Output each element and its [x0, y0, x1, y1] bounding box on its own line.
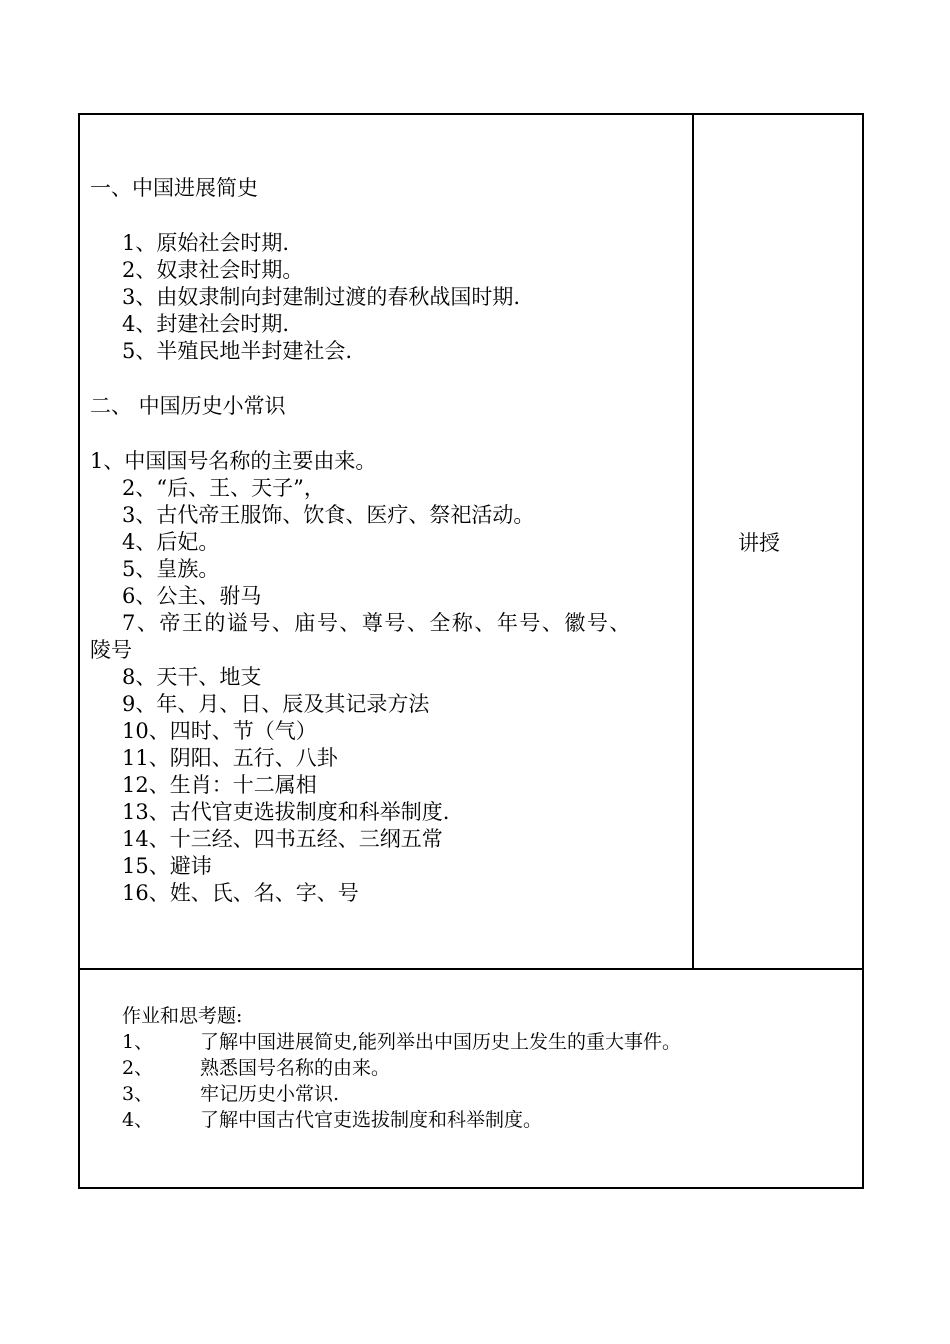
knowledge-item-continued: 陵号 — [90, 638, 132, 662]
knowledge-item: 5、皇族。 — [122, 557, 220, 581]
homework-item-text: 牢记历史小常识. — [200, 1083, 340, 1105]
knowledge-item: 16、姓、氏、名、字、号 — [122, 881, 359, 905]
knowledge-item: 2、“后、王、天子”， — [122, 476, 325, 500]
history-period-item: 4、封建社会时期. — [122, 312, 290, 336]
homework-item-text: 熟悉国号名称的由来。 — [200, 1057, 391, 1079]
knowledge-item: 3、古代帝王服饰、饮食、医疗、祭祀活动。 — [122, 503, 535, 527]
content-row — [80, 115, 862, 970]
homework-item-text: 了解中国进展简史,能列举出中国历史上发生的重大事件。 — [200, 1031, 682, 1053]
homework-item-number: 3、 — [122, 1083, 154, 1105]
history-period-item: 1、原始社会时期. — [122, 231, 290, 255]
history-period-item: 2、奴隶社会时期。 — [122, 258, 304, 282]
knowledge-item: 1、中国国号名称的主要由来。 — [90, 449, 377, 473]
teaching-content-cell — [80, 115, 694, 968]
teaching-method-cell — [694, 115, 862, 968]
knowledge-item: 12、生肖：十二属相 — [122, 773, 317, 797]
homework-item — [122, 1107, 542, 1133]
homework-item-text: 了解中国古代官吏选拔制度和科举制度。 — [200, 1109, 543, 1131]
knowledge-item: 4、后妃。 — [122, 530, 220, 554]
homework-item — [122, 1055, 390, 1081]
homework-item-number: 2、 — [122, 1057, 154, 1079]
lesson-plan-table — [78, 113, 864, 1189]
history-period-item: 3、由奴隶制向封建制过渡的春秋战国时期. — [122, 285, 521, 309]
knowledge-item: 15、避讳 — [122, 854, 212, 878]
homework-item-number: 4、 — [122, 1109, 154, 1131]
teaching-method-label: 讲授 — [738, 531, 780, 555]
section-heading-history-overview: 一、中国进展简史 — [90, 176, 258, 200]
section-heading-history-knowledge: 二、 中国历史小常识 — [90, 394, 286, 418]
knowledge-item: 11、阴阳、五行、八卦 — [122, 746, 338, 770]
knowledge-item: 9、年、月、日、辰及其记录方法 — [122, 692, 430, 716]
knowledge-item: 8、天干、地支 — [122, 665, 262, 689]
homework-item-number: 1、 — [122, 1031, 154, 1053]
knowledge-item: 7、帝王的谥号、庙号、尊号、全称、年号、徽号、 — [122, 611, 632, 635]
knowledge-item: 6、公主、驸马 — [122, 584, 262, 608]
homework-cell — [80, 970, 862, 1187]
history-period-item: 5、半殖民地半封建社会. — [122, 339, 353, 363]
knowledge-item: 10、四时、节（气） — [122, 719, 317, 743]
homework-item — [122, 1081, 339, 1107]
homework-title: 作业和思考题: — [122, 1005, 243, 1027]
knowledge-item: 13、古代官吏选拔制度和科举制度. — [122, 800, 450, 824]
homework-item — [122, 1029, 681, 1055]
knowledge-item: 14、十三经、四书五经、三纲五常 — [122, 827, 443, 851]
